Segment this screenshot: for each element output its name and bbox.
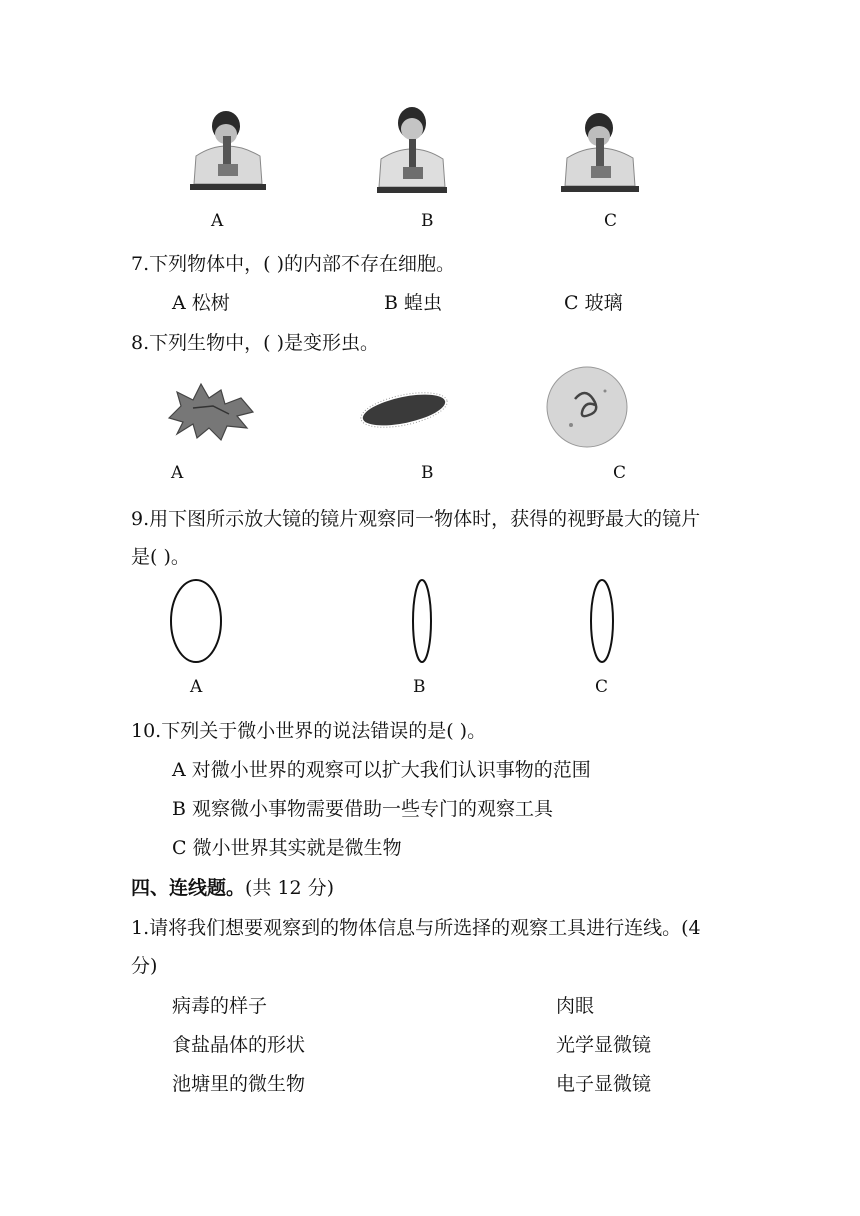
- student-microscope-image-b: [377, 103, 447, 195]
- organism-image-a: [163, 378, 261, 444]
- option-label-c: C: [613, 463, 627, 483]
- lens-image-b: [410, 578, 434, 664]
- section-4-heading: [131, 873, 334, 900]
- option-label-c: C: [604, 211, 618, 231]
- lens-image-a: [168, 578, 224, 664]
- organism-image-b: [358, 388, 452, 432]
- option-label-c: C: [595, 677, 609, 697]
- matching-right-item: 肉眼: [556, 995, 595, 1017]
- question-7-option-c: C 玻璃: [564, 292, 623, 314]
- lens-image-c: [588, 578, 616, 664]
- question-10-option-c: C 微小世界其实就是微生物: [172, 837, 402, 859]
- option-label-a: A: [190, 677, 203, 697]
- student-microscope-image-c: [561, 108, 639, 196]
- organism-image-c: [545, 365, 629, 449]
- option-label-b: B: [413, 677, 426, 697]
- question-9-stem-line-1: 9.用下图所示放大镜的镜片观察同一物体时，获得的视野最大的镜片: [131, 508, 701, 530]
- matching-left-item: 病毒的样子: [172, 995, 268, 1017]
- question-8-stem: 8.下列生物中，( )是变形虫。: [131, 332, 379, 354]
- question-7-option-a: A 松树: [172, 292, 230, 314]
- question-10-option-b: B 观察微小事物需要借助一些专门的观察工具: [172, 798, 554, 820]
- matching-left-item: 池塘里的微生物: [172, 1073, 306, 1095]
- option-label-a: A: [211, 211, 224, 231]
- section-4-title: 四、连线题。: [131, 877, 246, 899]
- student-microscope-image-a: [190, 106, 266, 196]
- question-10-option-a: A 对微小世界的观察可以扩大我们认识事物的范围: [172, 759, 591, 781]
- matching-left-item: 食盐晶体的形状: [172, 1034, 306, 1056]
- option-label-a: A: [171, 463, 184, 483]
- question-9-stem-line-2: 是( )。: [131, 546, 190, 568]
- question-7-stem: 7.下列物体中，( )的内部不存在细胞。: [131, 253, 455, 275]
- question-7-option-b: B 蝗虫: [384, 292, 443, 314]
- matching-right-item: 光学显微镜: [556, 1034, 652, 1056]
- option-label-b: B: [421, 211, 434, 231]
- section-4-score: (共 12 分): [245, 877, 335, 899]
- matching-question-stem-line-1: 1.请将我们想要观察到的物体信息与所选择的观察工具进行连线。(4: [131, 917, 701, 939]
- matching-right-item: 电子显微镜: [556, 1073, 652, 1095]
- matching-question-stem-line-2: 分): [131, 955, 158, 977]
- option-label-b: B: [421, 463, 434, 483]
- question-10-stem: 10.下列关于微小世界的说法错误的是( )。: [131, 720, 487, 742]
